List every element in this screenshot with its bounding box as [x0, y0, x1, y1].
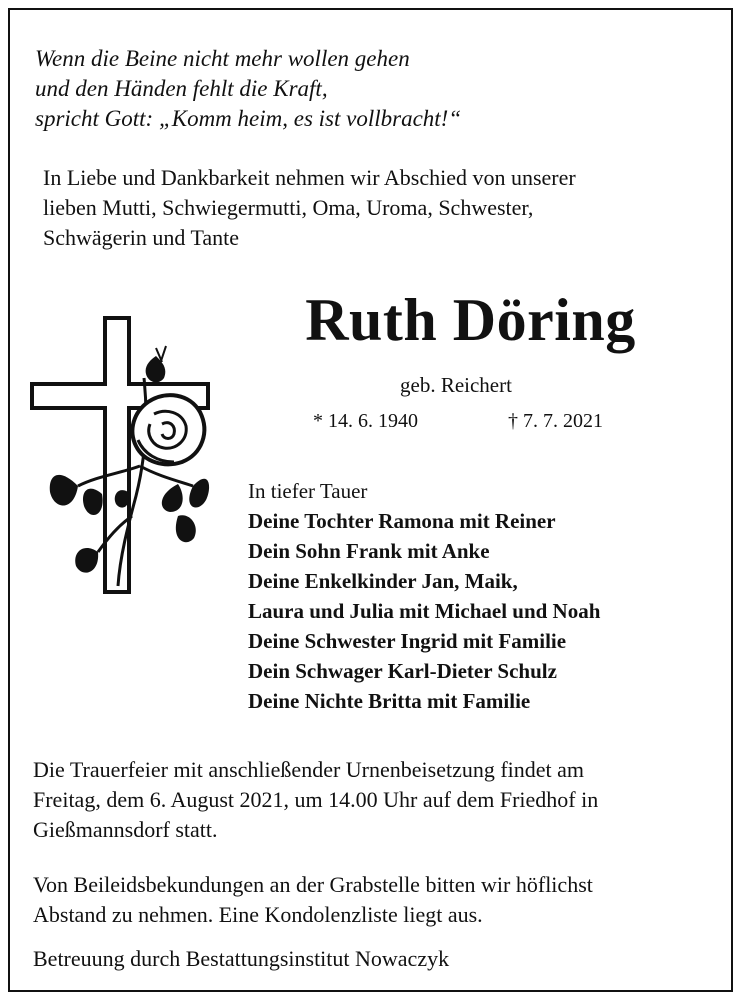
mourner-line: Deine Nichte Britta mit Familie: [248, 689, 531, 713]
intro-text: [43, 163, 576, 253]
funeral-home: Betreuung durch Bestattungsinstitut Nowaczyk: [33, 946, 450, 971]
mourner-line: Dein Sohn Frank mit Anke: [248, 539, 490, 563]
mourner-line: Laura und Julia mit Michael und Noah: [248, 599, 601, 623]
mourners: [248, 476, 600, 716]
mourner-line: Dein Schwager Karl-Dieter Schulz: [248, 659, 557, 683]
condolence-line: Abstand zu nehmen. Eine Kondolenzliste liegt aus.: [33, 902, 483, 927]
deceased-name: Ruth Döring: [305, 287, 636, 353]
death-date: † 7. 7. 2021: [508, 410, 603, 432]
intro-line: lieben Mutti, Schwiegermutti, Oma, Uroma, Schwester,: [43, 195, 534, 220]
mourner-line: Deine Tochter Ramona mit Reiner: [248, 509, 556, 533]
condolence-note: [33, 870, 593, 930]
cross-with-rose-icon: [28, 316, 214, 596]
mourners-heading: In tiefer Tauer: [248, 479, 368, 503]
intro-line: In Liebe und Dankbarkeit nehmen wir Abschied von unserer: [43, 165, 576, 190]
service-info: [33, 755, 598, 845]
condolence-line: Von Beileidsbekundungen an der Grabstelle bitten wir höflichst: [33, 872, 593, 897]
service-line: Freitag, dem 6. August 2021, um 14.00 Uhr auf dem Friedhof in: [33, 787, 599, 812]
poem: [35, 44, 461, 134]
poem-line: und den Händen fehlt die Kraft,: [35, 76, 328, 101]
intro-line: Schwägerin und Tante: [43, 225, 240, 250]
mourner-line: Deine Schwester Ingrid mit Familie: [248, 629, 567, 653]
poem-line: Wenn die Beine nicht mehr wollen gehen: [35, 46, 410, 71]
service-line: Die Trauerfeier mit anschließender Urnenbeisetzung findet am: [33, 757, 585, 782]
poem-line: spricht Gott: „Komm heim, es ist vollbracht!“: [35, 106, 462, 131]
birth-date: * 14. 6. 1940: [313, 410, 418, 432]
mourner-line: Deine Enkelkinder Jan, Maik,: [248, 569, 518, 593]
service-line: Gießmannsdorf statt.: [33, 817, 218, 842]
maiden-name: geb. Reichert: [400, 373, 512, 397]
